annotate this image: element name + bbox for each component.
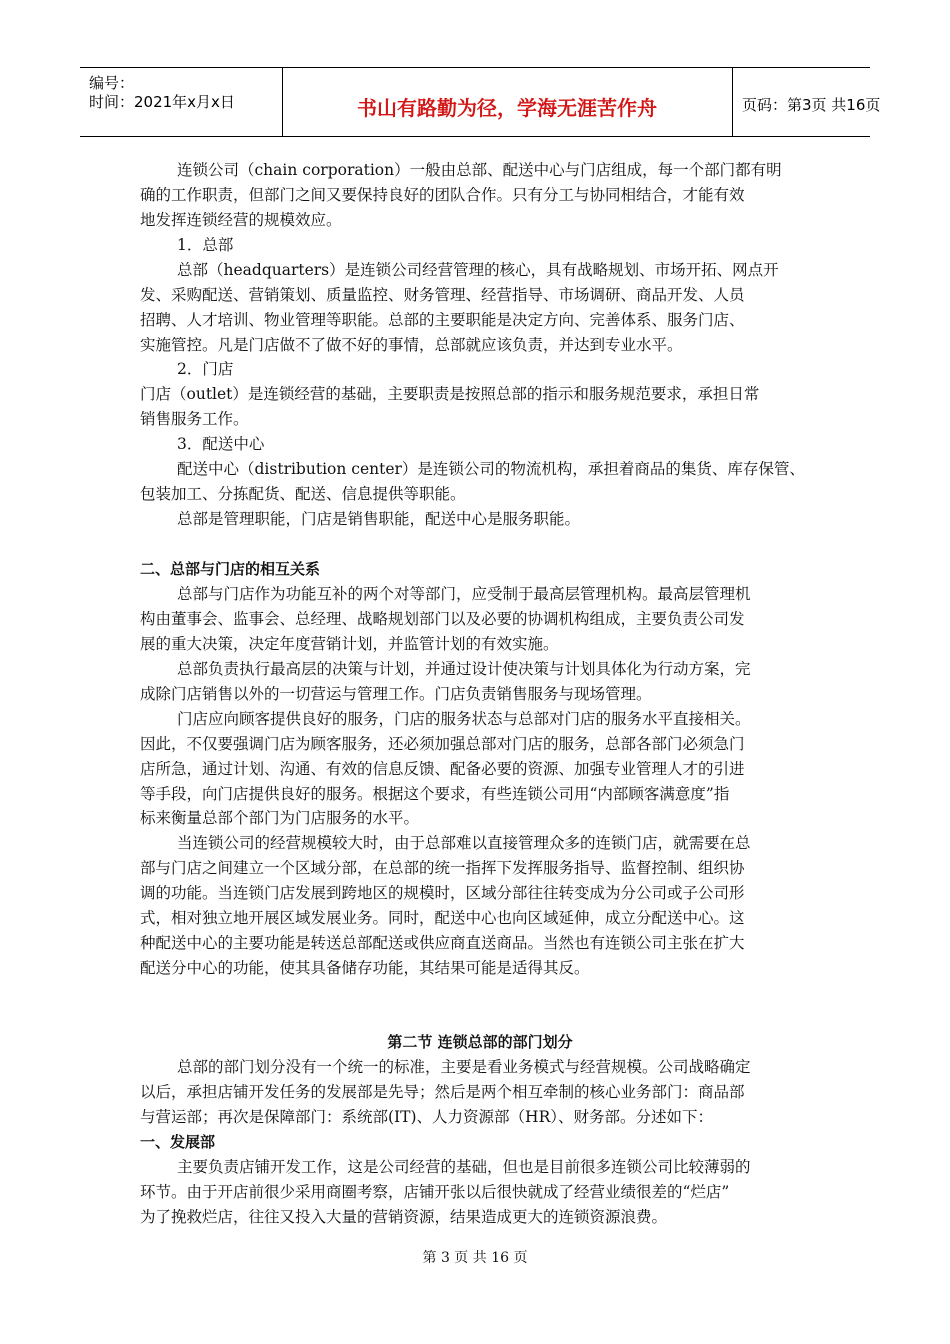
body-line: 发、采购配送、营销策划、质量监控、财务管理、经营指导、市场调研、商品开发、人员 (140, 286, 745, 304)
body-line: 为了挽救烂店，往往又投入大量的营销资源，结果造成更大的连锁资源浪费。 (140, 1208, 668, 1226)
body-line: 种配送中心的主要功能是转送总部配送或供应商直送商品。当然也有连锁公司主张在扩大 (140, 934, 745, 952)
body-line: 招聘、人才培训、物业管理等职能。总部的主要职能是决定方向、完善体系、服务门店、 (140, 311, 745, 329)
body-line: 主要负责店铺开发工作，这是公司经营的基础，但也是目前很多连锁公司比较薄弱的 (177, 1158, 751, 1176)
body-line: 总部的部门划分没有一个统一的标准，主要是看业务模式与经营规模。公司战略确定 (177, 1058, 751, 1076)
body-line: 销售服务工作。 (140, 410, 249, 428)
body-line: 等手段，向门店提供良好的服务。根据这个要求，有些连锁公司用“内部顾客满意度”指 (140, 785, 730, 803)
body-line: 式，相对独立地开展区域发展业务。同时，配送中心也向区域延伸，成立分配送中心。这 (140, 909, 745, 927)
body-line: 门店应向顾客提供良好的服务，门店的服务状态与总部对门店的服务水平直接相关。 (177, 710, 751, 728)
body-line: 总部与门店作为功能互补的两个对等部门，应受制于最高层管理机构。最高层管理机 (177, 585, 751, 603)
body-line: 店所急，通过计划、沟通、有效的信息反馈、配备必要的资源、加强专业管理人才的引进 (140, 760, 745, 778)
header-page-label: 页码：第3页 共16页 (742, 96, 881, 114)
body-line: 成除门店销售以外的一切营运与管理工作。门店负责销售服务与现场管理。 (140, 685, 652, 703)
body-line: 配送中心（distribution center）是连锁公司的物流机构，承担着商品的集货、库存保管、 (177, 460, 805, 478)
body-line: 环节。由于开店前很少采用商圈考察，店铺开张以后很快就成了经营业绩很差的“烂店” (140, 1183, 730, 1201)
subheading-headquarters: 1．总部 (177, 236, 234, 254)
subheading-outlet: 2．门店 (177, 360, 234, 378)
body-line: 门店（outlet）是连锁经营的基础，主要职责是按照总部的指示和服务规范要求，承担日常 (140, 385, 760, 403)
body-line: 调的功能。当连锁门店发展到跨地区的规模时，区域分部往往转变成为分公司或子公司形 (140, 884, 745, 902)
page-footer: 第 3 页 共 16 页 (422, 1250, 528, 1266)
doc-number-label: 编号： (89, 74, 135, 92)
section-title: 第二节 连锁总部的部门划分 (387, 1033, 573, 1051)
body-line: 确的工作职责，但部门之间又要保持良好的团队合作。只有分工与协同相结合，才能有效 (140, 186, 745, 204)
body-line: 实施管控。凡是门店做不了做不好的事情，总部就应该负责，并达到专业水平。 (140, 336, 683, 354)
section-heading: 二、总部与门店的相互关系 (140, 560, 321, 578)
subheading-distribution-center: 3．配送中心 (177, 435, 265, 453)
section-heading: 一、发展部 (140, 1133, 216, 1151)
body-line: 连锁公司（chain corporation）一般由总部、配送中心与门店组成，每一个部门都有明 (177, 161, 782, 179)
header-meta-cell (80, 68, 283, 136)
body-line: 与营运部；再次是保障部门：系统部(IT)、人力资源部（HR）、财务部。分述如下： (140, 1108, 713, 1126)
body-line: 地发挥连锁经营的规模效应。 (140, 211, 342, 229)
body-line: 总部（headquarters）是连锁公司经营管理的核心，具有战略规划、市场开拓、网点开 (177, 261, 779, 279)
body-line: 部与门店之间建立一个区域分部，在总部的统一指挥下发挥服务指导、监督控制、组织协 (140, 859, 745, 877)
doc-date-label: 时间：2021年x月x日 (89, 93, 235, 111)
body-line: 配送分中心的功能，使其具备储存功能，其结果可能是适得其反。 (140, 959, 590, 977)
header-motto: 书山有路勤为径，学海无涯苦作舟 (357, 96, 657, 120)
body-line: 因此，不仅要强调门店为顾客服务，还必须加强总部对门店的服务，总部各部门必须急门 (140, 735, 745, 753)
body-line: 包装加工、分拣配货、配送、信息提供等职能。 (140, 485, 466, 503)
body-line: 展的重大决策，决定年度营销计划，并监管计划的有效实施。 (140, 635, 559, 653)
body-line: 标来衡量总部个部门为门店服务的水平。 (140, 809, 420, 827)
body-line: 总部是管理职能，门店是销售职能，配送中心是服务职能。 (177, 510, 581, 528)
body-line: 总部负责执行最高层的决策与计划，并通过设计使决策与计划具体化为行动方案，完 (177, 660, 751, 678)
header-page-cell (732, 68, 881, 136)
body-line: 当连锁公司的经营规模较大时，由于总部难以直接管理众多的连锁门店，就需要在总 (177, 834, 751, 852)
body-line: 以后，承担店铺开发任务的发展部是先导；然后是两个相互牵制的核心业务部门：商品部 (140, 1083, 745, 1101)
body-line: 构由董事会、监事会、总经理、战略规划部门以及必要的协调机构组成，主要负责公司发 (140, 610, 745, 628)
header-table (80, 67, 881, 137)
header-motto-cell (282, 68, 733, 136)
